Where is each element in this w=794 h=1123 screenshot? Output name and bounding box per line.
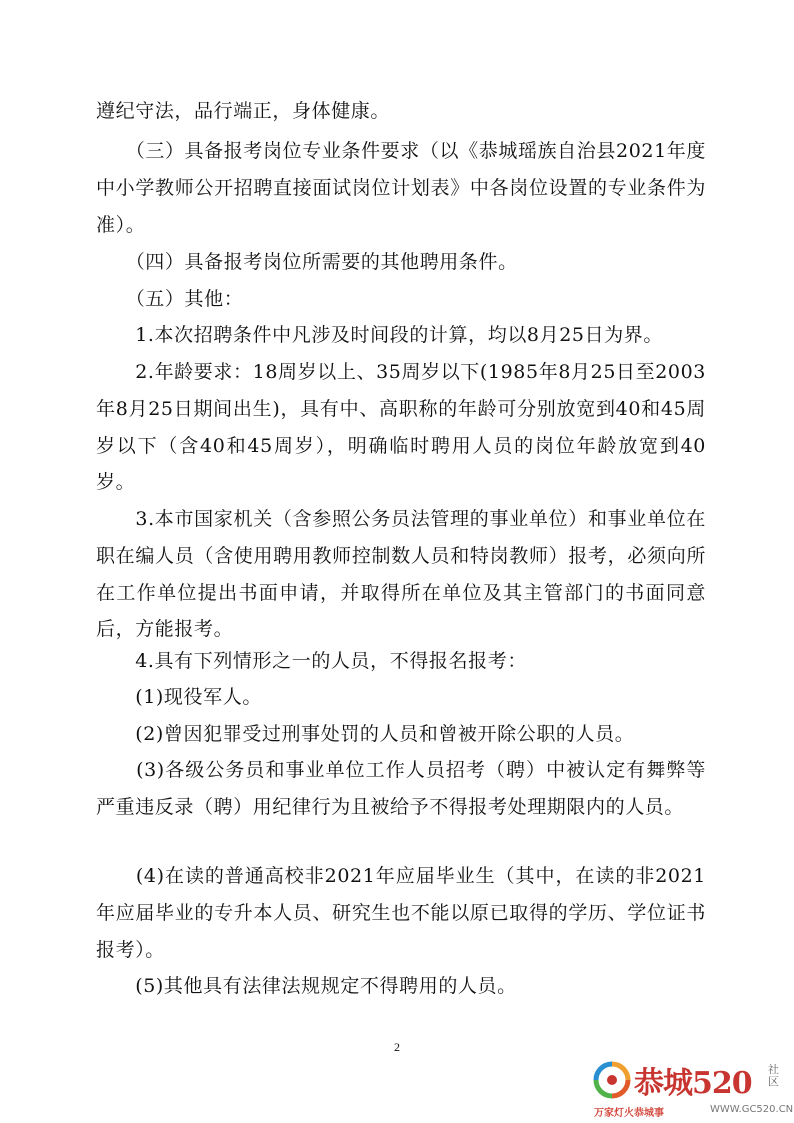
paragraph-9: (1)现役军人。 bbox=[96, 686, 262, 708]
watermark-tagline: 万家灯火恭城事 bbox=[594, 1108, 664, 1119]
paragraph-4: （五）其他： bbox=[96, 288, 244, 310]
paragraph-5: 1.本次招聘条件中凡涉及时间段的计算，均以8月25日为界。 bbox=[96, 324, 663, 346]
paragraph-8: 4.具有下列情形之一的人员，不得报名报考： bbox=[96, 650, 527, 672]
paragraph-1: 遵纪守法，品行端正，身体健康。 bbox=[96, 100, 391, 122]
paragraph-6: 2.年龄要求：18周岁以上、35周岁以下(1985年8月25日至2003年8月25日期间出生)，具有中、高职称的年龄可分别放宽到40和45周岁以下（含40和45周岁），明确临时聘用人员的岗位年龄放宽到40岁。 bbox=[96, 361, 706, 494]
paragraph-10: (2)曾因犯罪受过刑事处罚的人员和曾被开除公职的人员。 bbox=[96, 723, 635, 745]
watermark-brand: 恭城520 bbox=[634, 1066, 752, 1101]
paragraph-7: 3.本市国家机关（含参照公务员法管理的事业单位）和事业单位在职在编人员（含使用聘用教师控制数人员和特岗教师）报考，必须向所在工作单位提出书面申请，并取得所在单位及其主管部门的书面同意后，方能报考。 bbox=[96, 508, 706, 641]
site-watermark bbox=[592, 1058, 794, 1120]
paragraph-3: （四）具备报考岗位所需要的其他聘用条件。 bbox=[96, 251, 518, 273]
page-number: 2 bbox=[394, 1040, 400, 1054]
watermark-site: WWW.GC520.CN bbox=[710, 1104, 794, 1115]
watermark-side-text: 社区 bbox=[768, 1063, 779, 1088]
paragraph-11: (3)各级公务员和事业单位工作人员招考（聘）中被认定有舞弊等严重违反录（聘）用纪律行为且被给予不得报考处理期限内的人员。 bbox=[96, 759, 706, 818]
paragraph-12: (4)在读的普通高校非2021年应届毕业生（其中，在读的非2021年应届毕业的专升本人员、研究生也不能以原已取得的学历、学位证书报考）。 bbox=[96, 865, 706, 961]
watermark-logo-icon bbox=[592, 1060, 632, 1100]
paragraph-2: （三）具备报考岗位专业条件要求（以《恭城瑶族自治县2021年度中小学教师公开招聘直接面试岗位计划表》中各岗位设置的专业条件为准）。 bbox=[96, 140, 706, 236]
paragraph-13: (5)其他具有法律法规规定不得聘用的人员。 bbox=[96, 975, 517, 997]
